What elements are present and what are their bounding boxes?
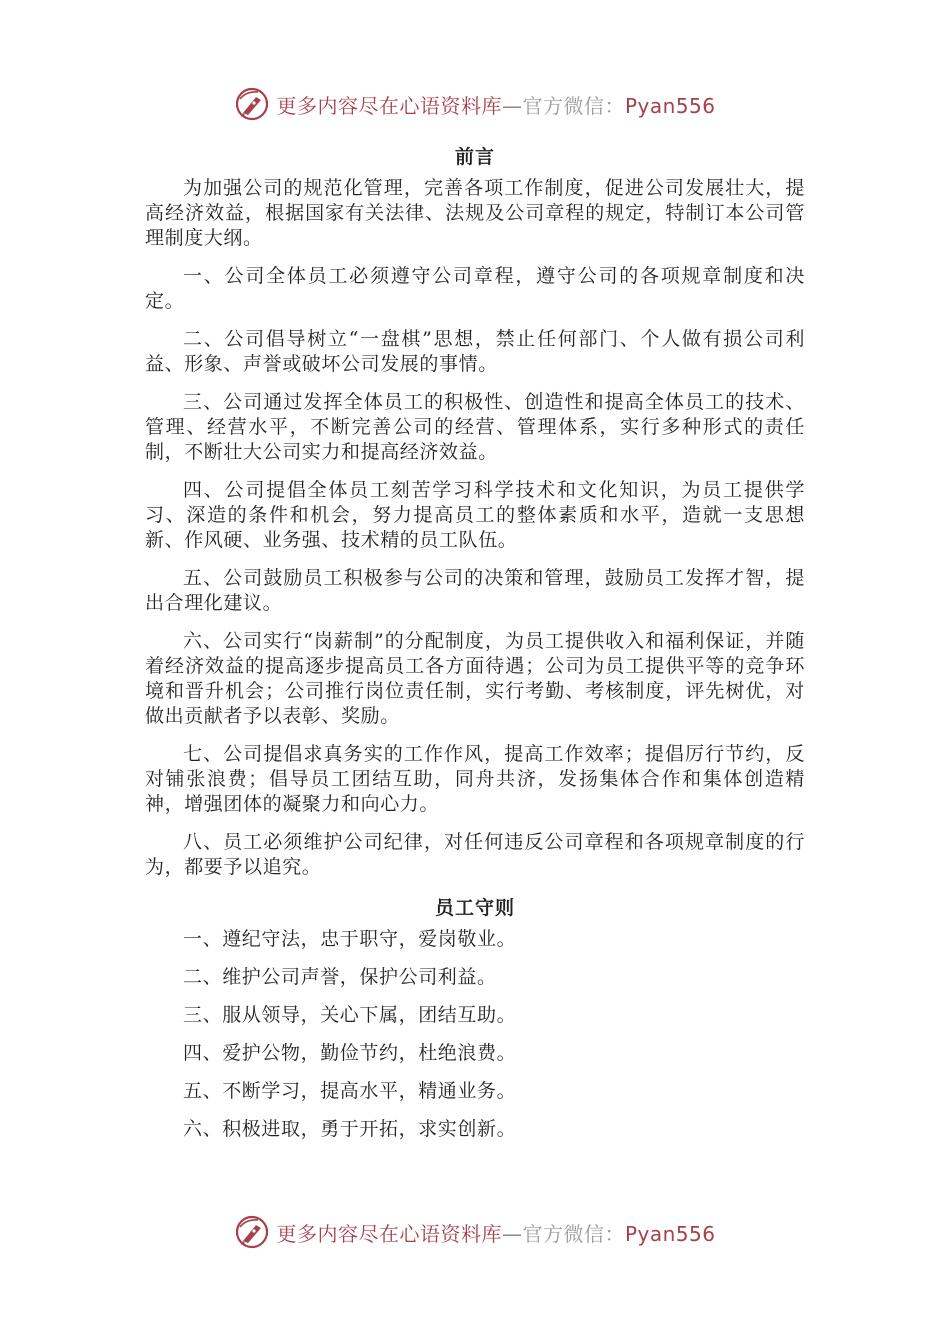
rule-item: 六、积极进取，勇于开拓，求实创新。	[183, 1118, 517, 1140]
banner-wechat-id: Pyan556	[624, 1221, 716, 1246]
banner-wechat-label: 官方微信：	[522, 93, 625, 118]
footer-banner	[0, 1212, 950, 1252]
preface-paragraph: 八、员工必须维护公司纪律，对任何违反公司章程和各项规章制度的行为，都要予以追究。	[145, 831, 805, 878]
rule-item: 四、爱护公物，勤俭节约，杜绝浪费。	[183, 1042, 517, 1064]
banner-main-text: 更多内容尽在心语资料库	[276, 1221, 502, 1246]
banner-text	[276, 90, 715, 119]
banner-main-text: 更多内容尽在心语资料库	[276, 93, 502, 118]
banner-wechat-id: Pyan556	[624, 93, 716, 118]
banner-dash: —	[501, 1221, 523, 1246]
rule-item: 二、维护公司声誉，保护公司利益。	[183, 966, 497, 988]
banner-wechat-label: 官方微信：	[522, 1221, 625, 1246]
document-body	[145, 142, 805, 1155]
banner-text	[276, 1218, 715, 1247]
rule-item: 五、不断学习，提高水平，精通业务。	[183, 1080, 517, 1102]
preface-title: 前言	[454, 146, 495, 168]
header-banner	[0, 84, 950, 124]
pen-nib-logo-icon	[234, 1214, 270, 1250]
code-of-conduct-list	[145, 927, 805, 1142]
preface-paragraph: 六、公司实行“岗薪制”的分配制度，为员工提供收入和福利保证，并随着经济效益的提高逐步提高员工各方面待遇；公司为员工提供平等的竞争环境和晋升机会；公司推行岗位责任制，实行考勤、考核制度，评先树优，对做出贡献者予以表彰、奖励。	[145, 630, 805, 727]
rule-item: 一、遵纪守法，忠于职守，爱岗敬业。	[183, 928, 517, 950]
preface-paragraph: 五、公司鼓励员工积极参与公司的决策和管理，鼓励员工发挥才智，提出合理化建议。	[145, 567, 805, 614]
code-of-conduct-title: 员工守则	[434, 897, 515, 919]
banner-dash: —	[501, 93, 523, 118]
preface-paragraph: 三、公司通过发挥全体员工的积极性、创造性和提高全体员工的技术、管理、经营水平，不断完善公司的经营、管理体系，实行多种形式的责任制，不断壮大公司实力和提高经济效益。	[145, 391, 805, 463]
preface-paragraph: 二、公司倡导树立“一盘棋”思想，禁止任何部门、个人做有损公司利益、形象、声誉或破坏公司发展的事情。	[145, 328, 805, 375]
pen-nib-logo-icon	[234, 86, 270, 122]
preface-paragraph: 七、公司提倡求真务实的工作作风，提高工作效率；提倡厉行节约，反对铺张浪费；倡导员工团结互助，同舟共济，发扬集体合作和集体创造精神，增强团体的凝聚力和向心力。	[145, 743, 805, 815]
preface-paragraph: 四、公司提倡全体员工刻苦学习科学技术和文化知识，为员工提供学习、深造的条件和机会，努力提高员工的整体素质和水平，造就一支思想新、作风硬、业务强、技术精的员工队伍。	[145, 479, 805, 551]
preface-paragraph: 一、公司全体员工必须遵守公司章程，遵守公司的各项规章制度和决定。	[145, 265, 805, 312]
rule-item: 三、服从领导，关心下属，团结互助。	[183, 1004, 517, 1026]
preface-paragraph: 为加强公司的规范化管理，完善各项工作制度，促进公司发展壮大，提高经济效益，根据国家有关法律、法规及公司章程的规定，特制订本公司管理制度大纲。	[145, 177, 805, 249]
